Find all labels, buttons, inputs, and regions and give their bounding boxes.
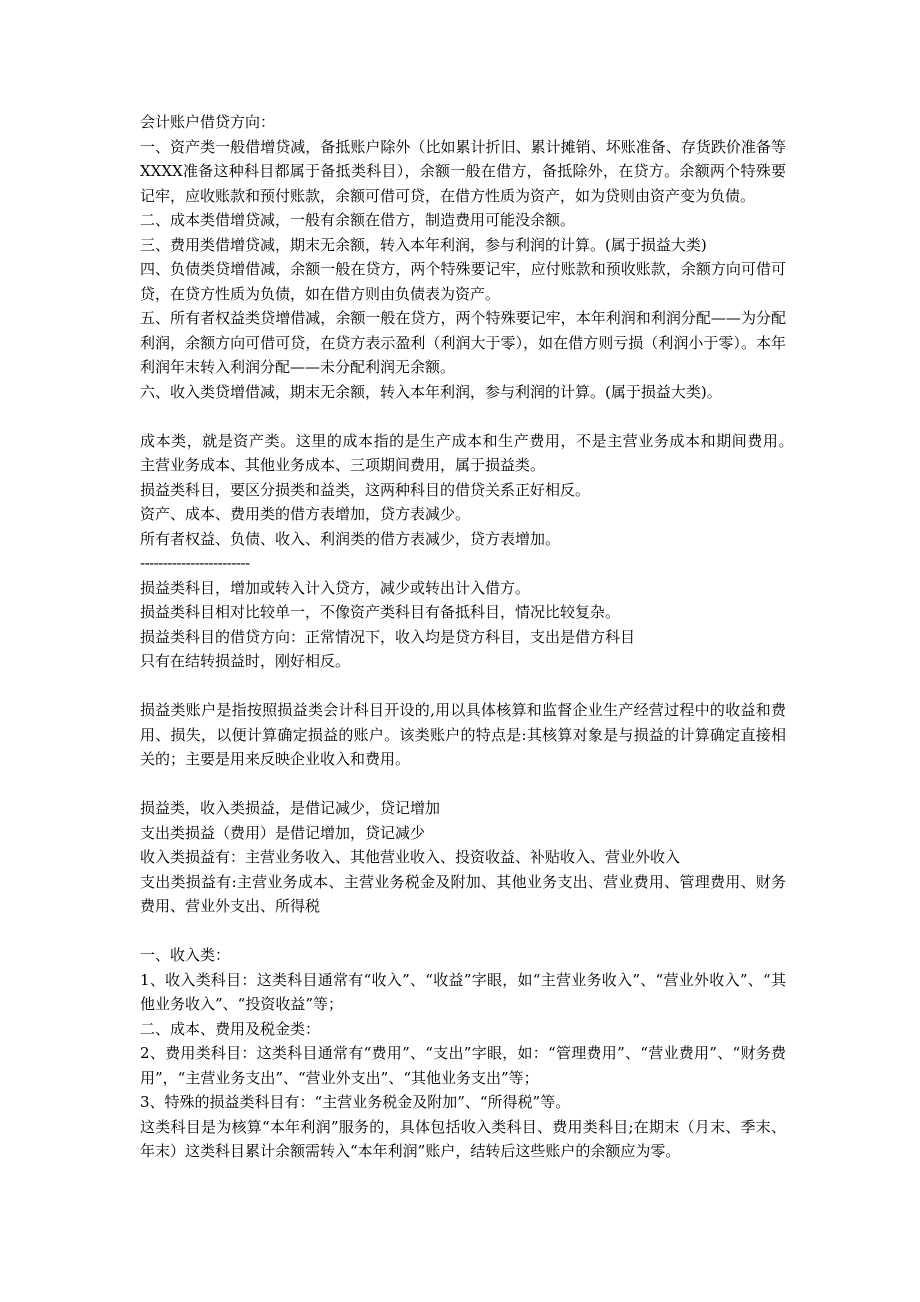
blank-line — [140, 404, 786, 429]
paragraph: 支出类损益（费用）是借记增加，贷记减少 — [140, 823, 426, 842]
paragraph: 资产、成本、费用类的借方表增加，贷方表减少。 — [140, 505, 471, 523]
paragraph: 2、费用类科目：这类科目通常有“费用”、“支出”字眼，如：“管理费用”、“营业费用”、“财务费用”，“主营业务支出”、“营业外支出”、“其他业务支出”等； — [140, 1044, 786, 1087]
paragraph: 四、负债类贷增借减，余额一般在贷方，两个特殊要记牢，应付账款和预收账款，余额方向可借可贷，在贷方性质为负债，如在借方则由负债表为资产。 — [140, 260, 786, 303]
paragraph: 这类科目是为核算“本年利润”服务的，具体包括收入类科目、费用类科目;在期末（月末、季末、年末）这类科目累计余额需转入“本年利润”账户，结转后这些账户的余额应为零。 — [140, 1117, 786, 1160]
paragraph: 损益类科目，要区分损类和益类，这两种科目的借贷关系正好相反。 — [140, 480, 591, 499]
paragraph: 3、特殊的损益类科目有：“主营业务税金及附加”、“所得税”等。 — [140, 1093, 571, 1111]
paragraph: 损益类账户是指按照损益类会计科目开设的,用以具体核算和监督企业生产经营过程中的收益和费用、损失，以便计算确定损益的账户。该类账户的特点是:其核算对象是与损益的计算确定直接相关的；主要是用来反映企业收入和费用。 — [140, 701, 786, 768]
paragraph: 一、资产类一般借增贷减，备抵账户除外（比如累计折旧、累计摊销、坏账准备、存货跌价准备等XXXX准备这种科目都属于备抵类科目），余额一般在借方，备抵除外，在贷方。余额两个特殊要记牢，应收账款和预付账款，余额可借可贷，在借方性质为资产，如为贷则由资产变为负债。 — [140, 137, 786, 205]
blank-line — [140, 674, 786, 699]
paragraph: 成本类，就是资产类。这里的成本指的是生产成本和生产费用，不是主营业务成本和期间费用。 主营业务成本、其他业务成本、三项期间费用，属于损益类。 — [140, 431, 802, 474]
paragraph: 损益类，收入类损益，是借记减少，贷记增加 — [140, 799, 441, 817]
paragraph: 1、收入类科目：这类科目通常有“收入”、“收益”字眼，如“主营业务收入”、“营业外收入”、“其他业务收入”、“投资收益”等； — [140, 970, 786, 1013]
paragraph: 三、费用类借增贷减，期末无余额，转入本年利润，参与利润的计算。(属于损益大类) — [140, 235, 707, 254]
paragraph: 五、所有者权益类贷增借减，余额一般在贷方，两个特殊要记牢，本年利润和利润分配——为分配利润，余额方向可借可贷，在贷方表示盈利（利润大于零），如在借方则亏损（利润小于零）。本年利润年末转入利润分配——未分配利润无余额。 — [140, 309, 786, 376]
paragraph: 二、成本、费用及税金类： — [140, 1019, 321, 1038]
paragraph: 只有在结转损益时，刚好相反。 — [140, 652, 351, 670]
blank-line — [140, 919, 786, 944]
section-divider: ------------------------ — [140, 554, 250, 572]
paragraph: 支出类损益有:主营业务成本、主营业务税金及附加、其他业务支出、营业费用、管理费用、财务费用、营业外支出、所得税 — [140, 872, 786, 915]
paragraph: 所有者权益、负债、收入、利润类的借方表减少，贷方表增加。 — [140, 529, 561, 548]
paragraph: 损益类科目的借贷方向：正常情况下，收入均是贷方科目，支出是借方科目 — [140, 627, 636, 646]
paragraph: 损益类科目，增加或转入计入贷方，减少或转出计入借方。 — [140, 578, 531, 597]
paragraph: 二、成本类借增贷减，一般有余额在借方，制造费用可能没余额。 — [140, 211, 576, 229]
paragraph: 收入类损益有：主营业务收入、其他营业收入、投资收益、补贴收入、营业外收入 — [140, 848, 681, 866]
paragraph: 一、收入类： — [140, 946, 231, 964]
paragraph: 损益类科目相对比较单一，不像资产类科目有备抵科目，情况比较复杂。 — [140, 603, 621, 621]
blank-line — [140, 772, 786, 797]
document-title: 会计账户借贷方向： — [140, 113, 276, 131]
document-body — [140, 110, 802, 1164]
paragraph: 六、收入类贷增借减，期末无余额，转入本年利润，参与利润的计算。(属于损益大类)。 — [140, 382, 722, 401]
